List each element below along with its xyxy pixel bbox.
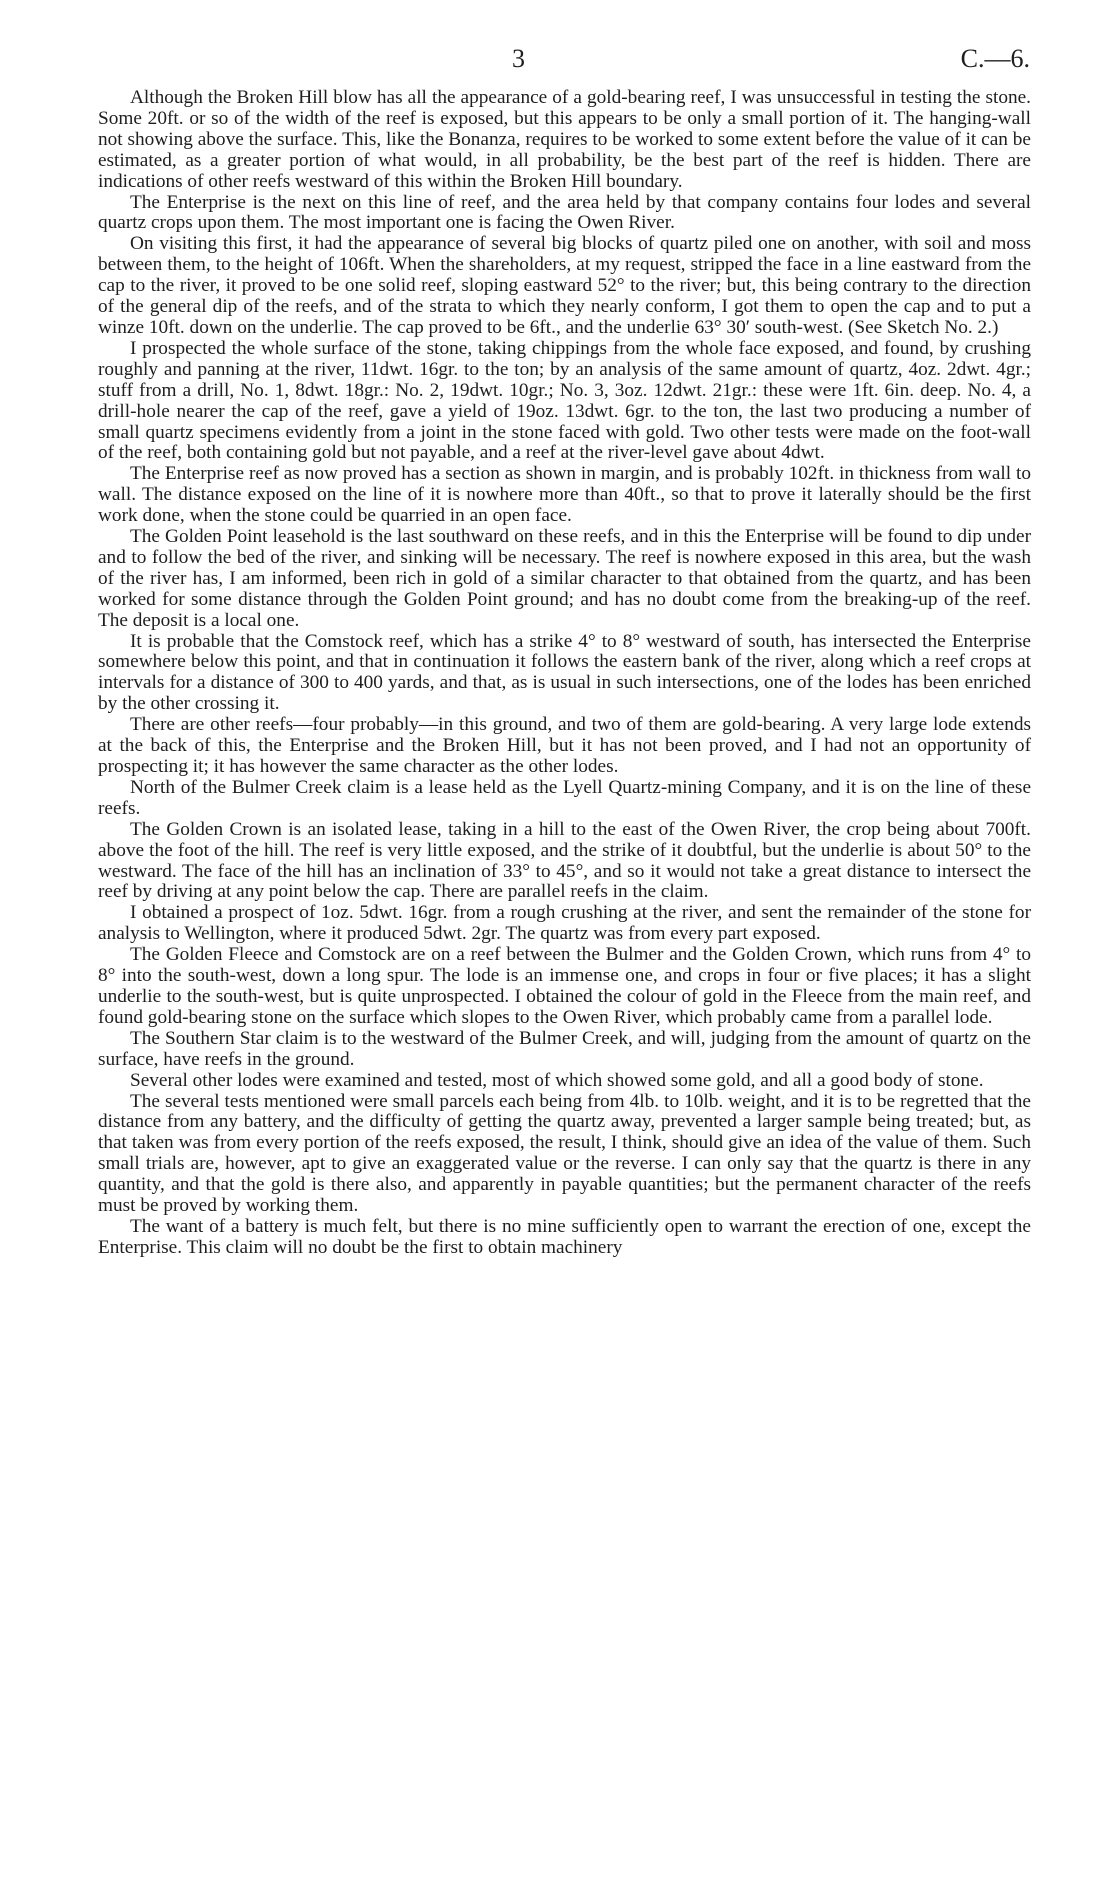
- paragraph-golden-point: The Golden Point leasehold is the last southward on these reefs, and in this the Enterprise will be found to dip under and to follow the bed of the river, and sinking will be necessary. The reef is nowhere exposed in this area, but the wash of the river has, I am informed, been rich in gold of a similar character to that obtained from the quartz, and has been worked for some distance through the Golden Point ground; and has no doubt come from the breaking-up of the reef. The deposit is a local one.: [98, 526, 1031, 631]
- paragraph-prospect-results: I prospected the whole surface of the stone, taking chippings from the whole face exposed, and found, by crushing roughly and panning at the river, 11dwt. 16gr. to the ton; by an analysis of the same amount of quartz, 4oz. 2dwt. 4gr.; stuff from a drill, No. 1, 8dwt. 18gr.: No. 2, 19dwt. 10gr.; No. 3, 3oz. 12dwt. 21gr.: these were 1ft. 6in. deep. No. 4, a drill-hole nearer the cap of the reef, gave a yield of 19oz. 13dwt. 6gr. to the ton, the last two producing a number of small quartz specimens evidently from a joint in the stone faced with gold. Two other tests were made on the foot-wall of the reef, both containing gold but not payable, and a reef at the river-level gave about 4dwt.: [98, 337, 1031, 464]
- paragraph-tests-summary: The several tests mentioned were small parcels each being from 4lb. to 10lb. weight, and it is to be regretted that the distance from any battery, and the difficulty of getting the quartz away, prevented a larger sample being treated; but, as that taken was from every portion of the reefs exposed, the result, I think, should give an idea of the value of them. Such small trials are, however, apt to give an exaggerated value or the reverse. I can only say that the quartz is there in any quantity, and that the gold is there also, and apparently in payable quantities; but the permanent character of the reefs must be proved by working them.: [98, 1090, 1031, 1217]
- paragraph-first-visit: On visiting this first, it had the appearance of several big blocks of quartz piled one on another, with soil and moss between them, to the height of 106ft. When the shareholders, at my request, stripped the face in a line eastward from the cap to the river, it proved to be one solid reef, sloping eastward 52° to the river; but, this being contrary to the direction of the general dip of the reefs, and of the strata to which they nearly conform, I got them to open the cap and to put a winze 10ft. down on the underlie. The cap proved to be 6ft., and the underlie 63° 30′ south-west. (See Sketch No. 2.): [98, 233, 1031, 338]
- page-number: 3: [512, 44, 525, 73]
- paragraph-southern-star: The Southern Star claim is to the westward of the Bulmer Creek, and will, judging from the amount of quartz on the surface, have reefs in the ground.: [98, 1027, 1031, 1070]
- paragraph-golden-crown-prospect: I obtained a prospect of 1oz. 5dwt. 16gr. from a rough crushing at the river, and sent the remainder of the stone for analysis to Wellington, where it produced 5dwt. 2gr. The quartz was from every part exposed.: [98, 902, 1031, 945]
- paragraph-broken-hill: Although the Broken Hill blow has all the appearance of a gold-bearing reef, I was unsuccessful in testing the stone. Some 20ft. or so of the width of the reef is exposed, but this appears to be only a small portion of it. The hanging-wall not showing above the surface. This, like the Bonanza, requires to be worked to some extent before the value of it can be estimated, as a greater portion of what would, in all probability, be the best part of the reef is hidden. There are indications of other reefs westward of this within the Broken Hill boundary.: [98, 87, 1031, 192]
- paragraph-golden-fleece: The Golden Fleece and Comstock are on a reef between the Bulmer and the Golden Crown, which runs from 4° to 8° into the south-west, down a long spur. The lode is an immense one, and crops in four or five places; it has a slight underlie to the south-west, but is quite unprospected. I obtained the colour of gold in the Fleece from the main reef, and found gold-bearing stone on the surface which slopes to the Owen River, which probably came from a parallel lode.: [98, 944, 1031, 1028]
- paragraph-lyell-lease: North of the Bulmer Creek claim is a lease held as the Lyell Quartz-mining Company, and it is on the line of these reefs.: [98, 776, 1031, 819]
- body-text: [98, 88, 1031, 1259]
- paragraph-battery-need: The want of a battery is much felt, but there is no mine sufficiently open to warrant the erection of one, except the Enterprise. This claim will no doubt be the first to obtain machinery: [98, 1215, 1031, 1258]
- document-reference: C.—6.: [960, 44, 1030, 73]
- paragraph-enterprise-section: The Enterprise reef as now proved has a section as shown in margin, and is probably 102ft. in thickness from wall to wall. The distance exposed on the line of it is nowhere more than 40ft., so that to prove it laterally should be the first work done, when the stone could be quarried in an open face.: [98, 463, 1031, 527]
- paragraph-other-lodes: Several other lodes were examined and tested, most of which showed some gold, and all a good body of stone.: [130, 1069, 984, 1091]
- paragraph-enterprise-intro: The Enterprise is the next on this line of reef, and the area held by that company contains four lodes and several quartz crops upon them. The most important one is facing the Owen River.: [98, 191, 1031, 234]
- paragraph-golden-crown: The Golden Crown is an isolated lease, taking in a hill to the east of the Owen River, the crop being about 700ft. above the foot of the hill. The reef is very little exposed, and the strike of it doubtful, but the underlie is about 50° to the westward. The face of the hill has an inclination of 33° to 45°, and so it would not take a great distance to intersect the reef by driving at any point below the cap. There are parallel reefs in the claim.: [98, 818, 1031, 903]
- paragraph-comstock-intersection: It is probable that the Comstock reef, which has a strike 4° to 8° westward of south, has intersected the Enterprise somewhere below this point, and that in continuation it follows the eastern bank of the river, along which a reef crops at intervals for a distance of 300 to 400 yards, and that, as is usual in such intersections, one of the lodes has been enriched by the other crossing it.: [98, 630, 1031, 715]
- paragraph-other-reefs: There are other reefs—four probably—in this ground, and two of them are gold-bearing. A very large lode extends at the back of this, the Enterprise and the Broken Hill, but it has not been proved, and I had not an opportunity of prospecting it; it has however the same character as the other lodes.: [98, 714, 1031, 777]
- page-header: [0, 44, 1114, 80]
